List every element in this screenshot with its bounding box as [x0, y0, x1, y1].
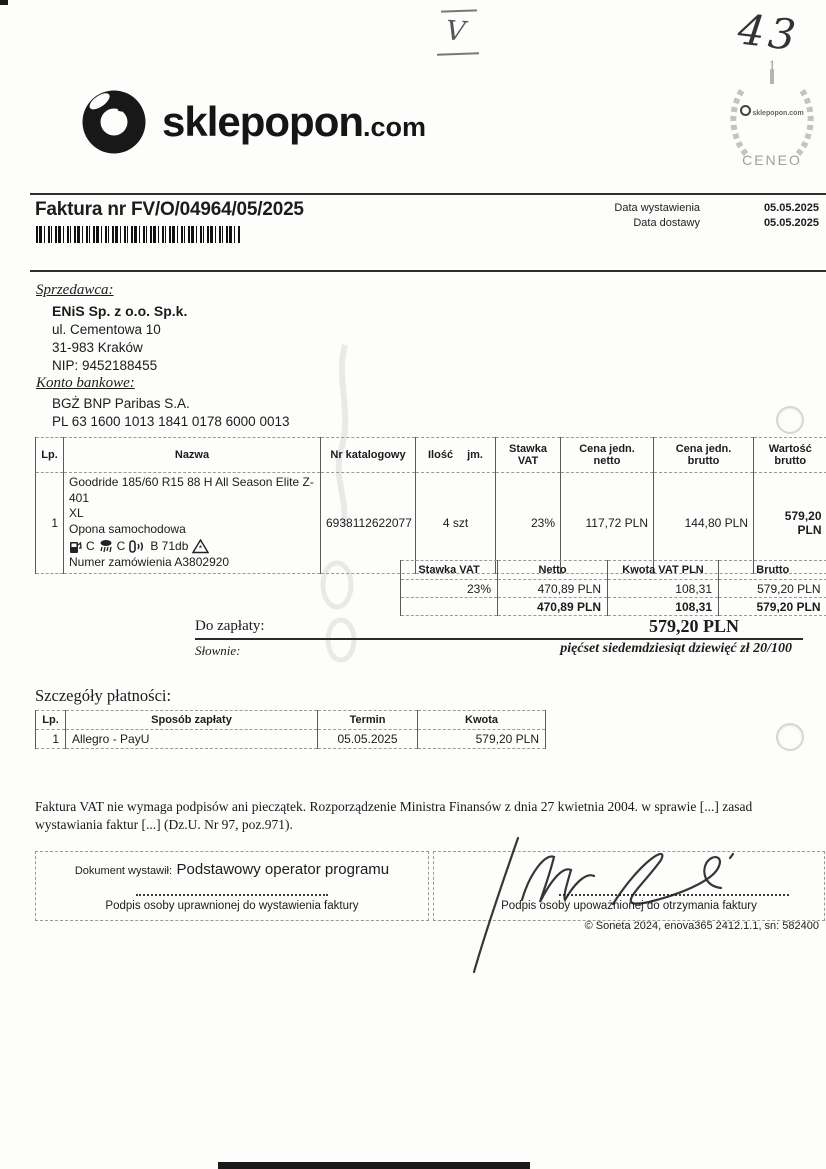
scan-artifact-bar — [218, 1162, 530, 1169]
wet-grip-icon — [99, 539, 113, 554]
receiver-signature-caption: Podpis osoby upoważnionej do otrzymania faktury — [501, 900, 757, 912]
pay-col-method: Sposób zapłaty — [66, 711, 318, 730]
amount-due-value: 579,20 PLN — [649, 616, 739, 636]
award-site-name: CENEO — [742, 152, 802, 168]
handwritten-page-number: 43 — [735, 4, 803, 61]
item-unit-gross: 144,80 PLN — [654, 473, 754, 574]
item-name-cell — [64, 473, 321, 574]
delivery-date-label: Data dostawy — [633, 217, 700, 229]
vat-total-net: 470,89 PLN — [498, 598, 608, 616]
amount-due-label: Do zapłaty: — [195, 618, 265, 634]
vat-col-gross: Brutto — [719, 561, 826, 580]
payment-header-row — [36, 711, 546, 730]
payment-lp: 1 — [36, 730, 66, 749]
issuer-signature-caption: Podpis osoby uprawnionej do wystawienia faktury — [105, 900, 359, 912]
seller-name: ENiS Sp. z o.o. Sp.k. — [52, 303, 188, 319]
punch-hole — [776, 723, 804, 751]
pen-stroke — [437, 52, 479, 55]
snow-3pmsf-icon — [192, 539, 209, 554]
payment-term: 05.05.2025 — [318, 730, 418, 749]
seller-city: 31-983 Kraków — [52, 340, 143, 355]
col-qty-unit: Ilość jm. — [416, 438, 496, 473]
svg-text:*: * — [199, 543, 203, 554]
bank-account-number: PL 63 1600 1013 1841 0178 6000 0013 — [52, 414, 290, 429]
tire-label-row — [69, 537, 315, 555]
issuer-label: Dokument wystawił: — [74, 865, 173, 877]
amount-due-row — [195, 616, 803, 640]
item-vat-rate: 23% — [496, 473, 561, 574]
item-quantity: 4 szt — [416, 473, 496, 574]
payment-row — [36, 730, 546, 749]
software-copyright: © Soneta 2024, enova365 2412.1.1, sn: 582400 — [584, 920, 819, 932]
invoice-barcode — [36, 226, 241, 243]
award-mini-logo: sklepopon.com — [720, 105, 824, 117]
bank-name: BGŻ BNP Paribas S.A. — [52, 396, 190, 411]
col-total-gross: Wartość brutto — [754, 438, 826, 473]
vat-total-gross: 579,20 PLN — [719, 598, 826, 616]
payment-details-table — [35, 710, 546, 749]
vat-rate: 23% — [401, 580, 498, 598]
signature-dotted-line — [136, 894, 328, 896]
invoice-title: Faktura nr FV/O/04964/05/2025 — [35, 199, 304, 220]
item-unit-net: 117,72 PLN — [561, 473, 654, 574]
seller-nip: NIP: 9452188455 — [52, 358, 158, 373]
divider — [30, 193, 826, 195]
issue-date-value: 05.05.2025 — [763, 202, 819, 214]
vat-row — [401, 580, 826, 598]
signature-dotted-line — [559, 894, 789, 896]
item-name: Goodride 185/60 R15 88 H All Season Elite Z-401 — [69, 475, 314, 505]
seller-street: ul. Cementowa 10 — [52, 322, 161, 337]
vat-totals-row — [401, 598, 826, 616]
award-rank: 1 — [768, 58, 776, 74]
scan-artifact — [0, 0, 8, 5]
pay-col-lp: Lp. — [36, 711, 66, 730]
item-type: Opona samochodowa — [69, 521, 186, 536]
sklepopon-logo — [78, 86, 426, 158]
vat-col-vat: Kwota VAT PLN — [608, 561, 719, 580]
noise-icon — [129, 539, 146, 554]
payment-amount: 579,20 PLN — [418, 730, 546, 749]
item-row — [36, 473, 826, 574]
issuer-value: Podstawowy operator programu — [176, 861, 390, 878]
bank-section-label: Konto bankowe: — [36, 375, 135, 391]
fuel-efficiency-icon — [69, 539, 82, 554]
item-order-number: Numer zamówienia A3802920 — [69, 555, 230, 570]
in-words-label: Słownie: — [195, 643, 241, 658]
fuel-class: C — [86, 538, 95, 553]
item-name-suffix: XL — [69, 506, 84, 521]
in-words-value: pięćset siedemdziesiąt dziewięć zł 20/100 — [560, 641, 792, 656]
logo-wordmark: sklepopon — [162, 98, 364, 145]
issuer-signature-box — [35, 851, 429, 921]
mini-logo-icon — [740, 105, 751, 116]
col-unit-net: Cena jedn. netto — [561, 438, 654, 473]
col-lp: Lp. — [36, 438, 64, 473]
vat-col-net: Netto — [498, 561, 608, 580]
col-vat: Stawka VAT — [496, 438, 561, 473]
legal-note: Faktura VAT nie wymaga podpisów ani pieczątek. Rozporządzenie Ministra Finansów z dnia 27 kwietnia 2004. w sprawie [...] zasad wystawiania faktur [...] (Dz.U. Nr 97, poz.971). — [35, 799, 753, 833]
vat-summary-table — [400, 560, 826, 616]
vat-header-row — [401, 561, 826, 580]
receiver-signature-box — [433, 851, 825, 921]
vat-net: 470,89 PLN — [498, 580, 608, 598]
items-table — [35, 437, 826, 574]
payment-method: Allegro - PayU — [66, 730, 318, 749]
col-unit-gross: Cena jedn. brutto — [654, 438, 754, 473]
col-catalog: Nr katalogowy — [321, 438, 416, 473]
col-name: Nazwa — [64, 438, 321, 473]
ceneo-award-badge — [720, 58, 824, 170]
punch-hole — [776, 406, 804, 434]
amount-in-words-row — [195, 641, 792, 659]
issue-date-label: Data wystawienia — [614, 202, 700, 214]
item-catalog-number: 6938112622077 — [321, 473, 416, 574]
vat-col-rate: Stawka VAT — [401, 561, 498, 580]
delivery-date-value: 05.05.2025 — [763, 217, 819, 229]
items-header-row — [36, 438, 826, 473]
item-lp: 1 — [36, 473, 64, 574]
logo-tld: .com — [363, 112, 427, 142]
vat-total-vat: 108,31 — [608, 598, 719, 616]
noise-class: B 71db — [150, 538, 189, 553]
pen-stroke — [441, 9, 477, 12]
pay-col-amount: Kwota — [418, 711, 546, 730]
vat-total-blank — [401, 598, 498, 616]
payment-details-title: Szczegóły płatności: — [35, 686, 172, 705]
wet-grip-class: C — [116, 538, 126, 553]
item-total-gross: 579,20 PLN — [754, 473, 826, 574]
sklepopon-logo-icon — [78, 86, 150, 158]
seller-section-label: Sprzedawca: — [36, 282, 114, 298]
divider — [30, 270, 826, 272]
vat-amount: 108,31 — [608, 580, 719, 598]
pay-col-term: Termin — [318, 711, 418, 730]
vat-gross: 579,20 PLN — [719, 580, 826, 598]
handwritten-checkmark: V — [444, 15, 467, 48]
